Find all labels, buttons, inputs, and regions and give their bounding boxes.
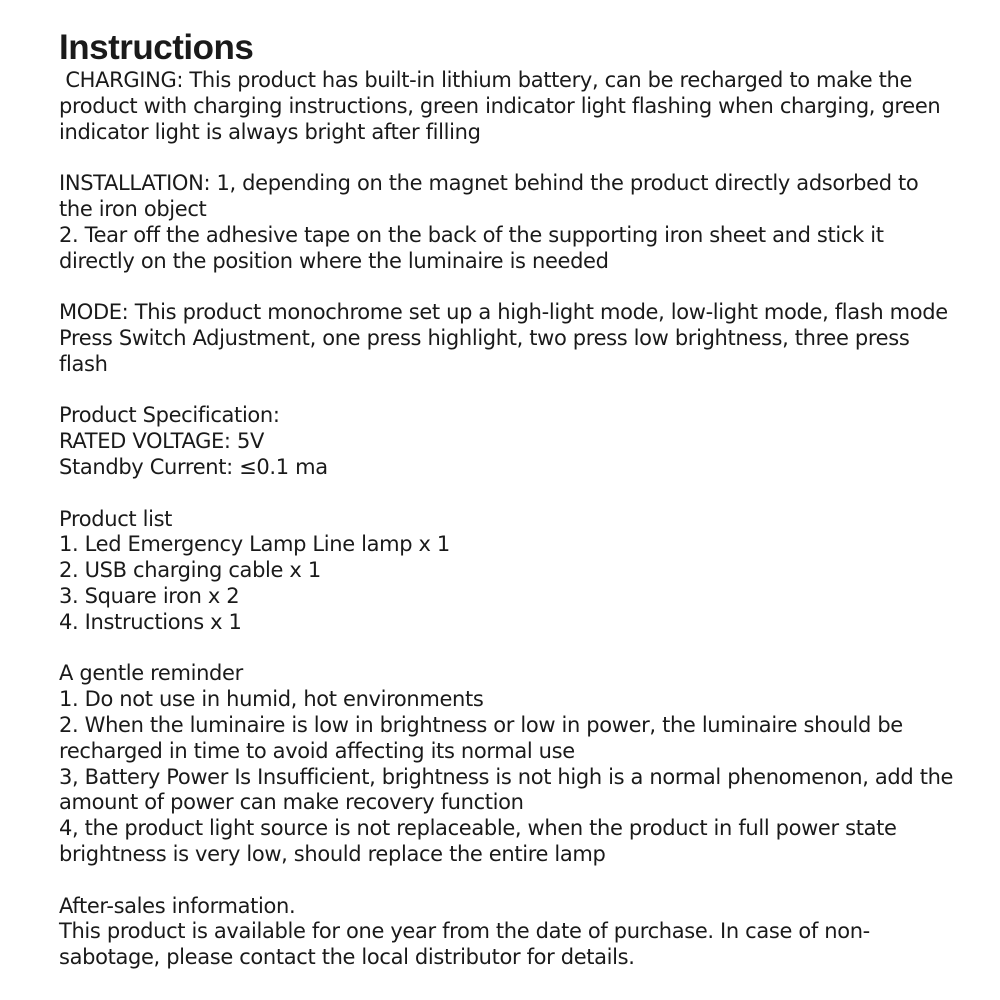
mode-section: [59, 300, 959, 377]
section-gap: [59, 274, 959, 300]
installation-line: 2. Tear off the adhesive tape on the back of the supporting iron sheet and stick it: [59, 222, 884, 247]
instructions-document: [59, 28, 959, 971]
reminder-line: 1. Do not use in humid, hot environments: [59, 687, 484, 712]
installation-line: INSTALLATION: 1, depending on the magnet behind the product directly adsorbed to: [59, 171, 919, 196]
mode-line: MODE: This product monochrome set up a high-light mode, low-light mode, flash mode: [59, 300, 948, 325]
charging-line: product with charging instructions, green indicator light flashing when charging, green: [59, 93, 941, 118]
installation-line: directly on the position where the luminaire is needed: [59, 248, 609, 273]
reminder-line: brightness is very low, should replace the entire lamp: [59, 841, 606, 866]
reminder-line: 2. When the luminaire is low in brightness or low in power, the luminaire should be: [59, 712, 903, 737]
page-title: Instructions: [59, 28, 254, 67]
product-list-item: 2. USB charging cable x 1: [59, 558, 321, 583]
after-sales-line: sabotage, please contact the local distributor for details.: [59, 945, 635, 970]
installation-line: the iron object: [59, 196, 207, 221]
section-gap: [59, 636, 959, 662]
document-body: [59, 68, 959, 971]
section-gap: [59, 378, 959, 404]
charging-section: [59, 68, 959, 145]
after-sales-heading: After-sales information.: [59, 893, 296, 918]
reminder-line: recharged in time to avoid affecting its normal use: [59, 738, 575, 763]
specification-section: [59, 403, 959, 480]
reminder-heading: A gentle reminder: [59, 661, 243, 686]
mode-line: flash: [59, 351, 108, 376]
specification-heading: Product Specification:: [59, 403, 280, 428]
section-gap: [59, 145, 959, 171]
after-sales-line: This product is available for one year from the date of purchase. In case of non-: [59, 919, 870, 944]
product-list-item: 1. Led Emergency Lamp Line lamp x 1: [59, 532, 450, 557]
reminder-line: 3, Battery Power Is Insufficient, brightness is not high is a normal phenomenon, add the: [59, 764, 954, 789]
after-sales-section: [59, 894, 959, 971]
product-list-section: [59, 507, 959, 636]
section-gap: [59, 481, 959, 507]
specification-item: Standby Current: ≤0.1 ma: [59, 454, 328, 479]
reminder-line: 4, the product light source is not replaceable, when the product in full power state: [59, 816, 897, 841]
charging-line: CHARGING: This product has built-in lithium battery, can be recharged to make the: [59, 68, 913, 92]
mode-line: Press Switch Adjustment, one press highlight, two press low brightness, three press: [59, 325, 910, 350]
reminder-line: amount of power can make recovery function: [59, 790, 524, 815]
charging-line: indicator light is always bright after filling: [59, 119, 481, 144]
product-list-item: 3. Square iron x 2: [59, 583, 240, 608]
section-gap: [59, 868, 959, 894]
installation-section: [59, 171, 959, 274]
reminder-section: [59, 661, 959, 867]
product-list-heading: Product list: [59, 506, 173, 531]
specification-item: RATED VOLTAGE: 5V: [59, 429, 265, 454]
product-list-item: 4. Instructions x 1: [59, 609, 242, 634]
